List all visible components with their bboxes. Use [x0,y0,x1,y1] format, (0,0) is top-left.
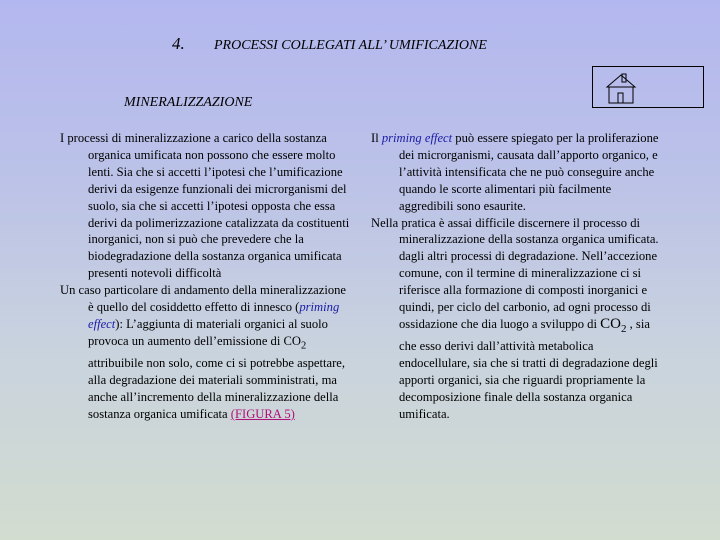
co2-formula: $CO_2$ [600,315,627,335]
section-title: PROCESSI COLLEGATI ALL’ UMIFICAZIONE [214,38,487,53]
right-paragraph-1: Il priming effect può essere spiegato per la proliferazione dei microrganismi, causata dall’apporto organico, e l’attività intensificata che ne può conseguire anche quando le scorte alimentari più facilmente aggredibili sono esaurite. [371,131,659,213]
left-paragraph-2: Un caso particolare di andamento della mineralizzazione è quello del cosiddetto effetto di innesco (priming effect): L’aggiunta di materiali organici al suolo provoca un aumento dell’emissione di $CO_2$ attribuibile non solo, come ci si potrebbe aspettare, alla degradazione dei materiali somministrati, ma anche all’incremento della mineralizzazione della sostanza organica umificata (FIGURA 5) [60,283,347,422]
right-paragraph-2: Nella pratica è assai difficile discernere il processo di mineralizzazione della sostanza organica umificata. dagli altri processi di degradazione. Nell’accezione comune, con il termine di mineralizzazione ci si riferisce alla formazione di composti inorganici e quindi, per ciclo del carbonio, ad ogni processo di ossidazione che dia luogo a sviluppo di $CO_2$ , sia che esso derivi dall’attività metabolica endocellulare, sia che si tratti di degradazione degli apporti organici, sia che riguardi propriamente la decomposizione finale della sostanza organica umificata. [371,215,659,421]
priming-effect-term: priming effect [88,300,340,331]
left-paragraph-1: I processi di mineralizzazione a carico della sostanza organica umificata non possono che essere molto lenti. Sia che si accetti l’ipotesi che l’umificazione derivi da esigenze funzionali dei microrganismi del suolo, sia che si accetti l’ipotesi opposta che essa derivi da polimerizzazione catalizzata da costituenti inorganici, non si può che prevedere che la biodegradazione della sostanza organica umificata presenti notevoli difficoltà [60,131,350,281]
section-subtitle: MINERALIZZAZIONE [124,95,253,110]
left-column [60,130,352,423]
home-button[interactable] [592,66,704,108]
priming-effect-term: priming effect [381,131,453,145]
right-column [371,130,667,422]
figura-5-link[interactable]: (FIGURA 5) [230,407,295,422]
section-number: 4. [172,34,185,53]
home-icon [593,67,705,109]
